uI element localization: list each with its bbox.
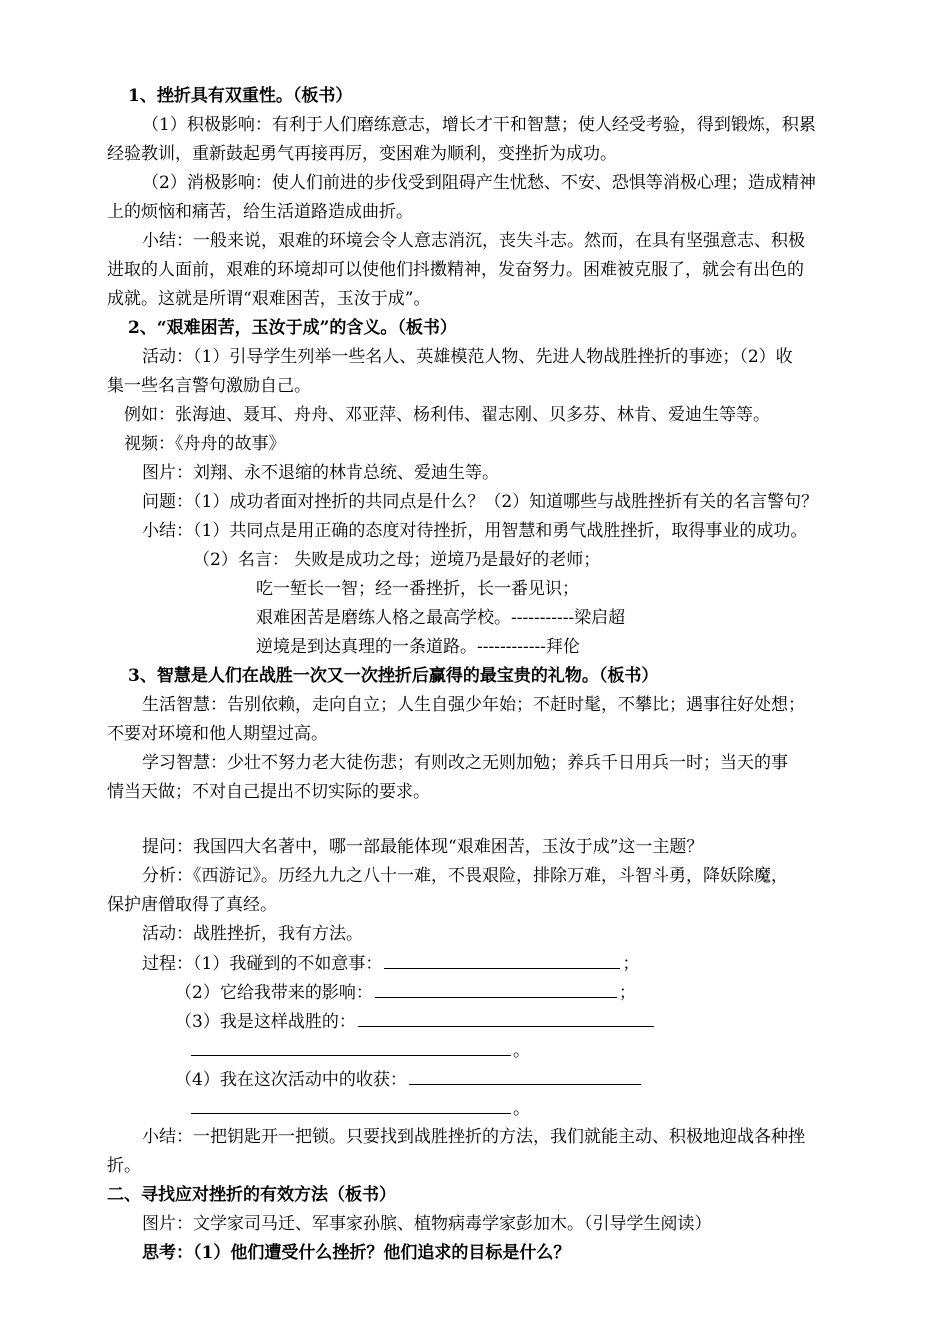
punctuation: 。 <box>513 1041 530 1061</box>
heading-wisdom: 3、智慧是人们在战胜一次又一次挫折后赢得的最宝贵的礼物。（板书） <box>128 666 659 686</box>
heading-methods: 二、寻找应对挫折的有效方法（板书） <box>107 1185 396 1205</box>
paragraph-line: 折。 <box>107 1156 141 1176</box>
answer-blank[interactable] <box>375 981 617 998</box>
paragraph-line: 集一些名言警句激励自己。 <box>107 376 311 396</box>
paragraph-line: 成就。这就是所谓“艰难困苦，玉汝于成”。 <box>107 289 431 309</box>
paragraph-line: 经验教训，重新鼓起勇气再接再厉，变困难为顺利，变挫折为成功。 <box>107 144 617 164</box>
paragraph-line: 问题：（1）成功者面对挫折的共同点是什么？（2）知道哪些与战胜挫折有关的名言警句？ <box>142 492 819 512</box>
paragraph-line: 不要对环境和他人期望过高。 <box>107 724 328 744</box>
paragraph-line: 学习智慧：少壮不努力老大徒伤悲；有则改之无则加勉；养兵千日用兵一时；当天的事 <box>142 753 788 773</box>
quote-line: 艰难困苦是磨练人格之最高学校。-----------梁启超 <box>256 608 626 628</box>
paragraph-line: 图片：刘翔、永不退缩的林肯总统、爱迪生等。 <box>142 463 499 483</box>
fill-in-line-4-cont <box>189 1097 530 1120</box>
paragraph-line: （1）积极影响：有利于人们磨练意志，增长才干和智慧；使人经受考验，得到锻炼，积累 <box>142 115 816 135</box>
punctuation: 。 <box>513 1099 530 1119</box>
fill-in-label: （3）我是这样战胜的： <box>175 1012 356 1032</box>
punctuation: ； <box>618 983 636 1003</box>
fill-in-line-4 <box>175 1068 643 1091</box>
paragraph-line: 情当天做；不对自己提出不切实际的要求。 <box>107 782 430 802</box>
paragraph-line: 生活智慧：告别依赖，走向自立；人生自强少年始；不赶时髦，不攀比；遇事往好处想； <box>142 695 805 715</box>
fill-in-line-3 <box>175 1010 656 1033</box>
quote-line: 吃一堑长一智；经一番挫折，长一番见识； <box>256 579 579 599</box>
punctuation: ； <box>622 954 640 974</box>
quote-line: 逆境是到达真理的一条道路。------------拜伦 <box>256 637 580 657</box>
fill-in-label: （4）我在这次活动中的收获： <box>175 1070 407 1090</box>
paragraph-line: 分析：《西游记》。历经九九之八十一难，不畏艰险，排除万难，斗智斗勇，降妖除魔， <box>142 866 788 886</box>
answer-blank[interactable] <box>358 1010 654 1027</box>
answer-blank[interactable] <box>409 1068 641 1085</box>
heading-duality: 1、挫折具有双重性。（板书） <box>128 86 353 106</box>
think-question: 思考：（1）他们遭受什么挫折？他们追求的目标是什么？ <box>142 1243 571 1263</box>
answer-blank[interactable] <box>384 952 620 969</box>
paragraph-line: 视频：《舟舟的故事》 <box>124 434 286 454</box>
fill-in-line-3-cont <box>189 1039 530 1062</box>
paragraph-line: 例如：张海迪、聂耳、舟舟、邓亚萍、杨利伟、翟志刚、贝多芬、林肯、爱迪生等等。 <box>124 405 770 425</box>
paragraph-line: 小结：一般来说，艰难的环境会令人意志消沉，丧失斗志。然而，在具有坚强意志、积极 <box>142 231 805 251</box>
answer-blank[interactable] <box>191 1097 511 1114</box>
paragraph-line: 保护唐僧取得了真经。 <box>107 895 277 915</box>
heading-meaning: 2、“艰难困苦，玉汝于成”的含义。（板书） <box>128 318 457 338</box>
paragraph-line: 小结：（1）共同点是用正确的态度对待挫折，用智慧和勇气战胜挫折，取得事业的成功。 <box>142 521 808 541</box>
fill-in-line-1 <box>142 952 639 975</box>
fill-in-line-2 <box>175 981 636 1004</box>
paragraph-line: 活动：（1）引导学生列举一些名人、英雄模范人物、先进人物战胜挫折的事迹；（2）收 <box>142 347 793 367</box>
quote-line: （2）名言： 失败是成功之母；逆境乃是最好的老师； <box>193 550 601 570</box>
paragraph-line: 上的烦恼和痛苦，给生活道路造成曲折。 <box>107 202 413 222</box>
fill-in-label: （2）它给我带来的影响： <box>175 983 373 1003</box>
paragraph-line: 进取的人面前，艰难的环境却可以使他们抖擞精神，发奋努力。困难被克服了，就会有出色的 <box>107 260 804 280</box>
paragraph-line: 活动：战胜挫折，我有方法。 <box>142 924 363 944</box>
paragraph-line: （2）消极影响：使人们前进的步伐受到阻碍产生忧愁、不安、恐惧等消极心理；造成精神 <box>142 173 816 193</box>
answer-blank[interactable] <box>191 1039 511 1056</box>
fill-in-label: 过程：（1）我碰到的不如意事： <box>142 954 383 974</box>
paragraph-line: 图片：文学家司马迁、军事家孙膑、植物病毒学家彭加木。（引导学生阅读） <box>142 1214 712 1234</box>
paragraph-line: 小结：一把钥匙开一把锁。只要找到战胜挫折的方法，我们就能主动、积极地迎战各种挫 <box>142 1127 805 1147</box>
paragraph-line: 提问：我国四大名著中，哪一部最能体现“艰难困苦，玉汝于成”这一主题？ <box>142 837 704 857</box>
